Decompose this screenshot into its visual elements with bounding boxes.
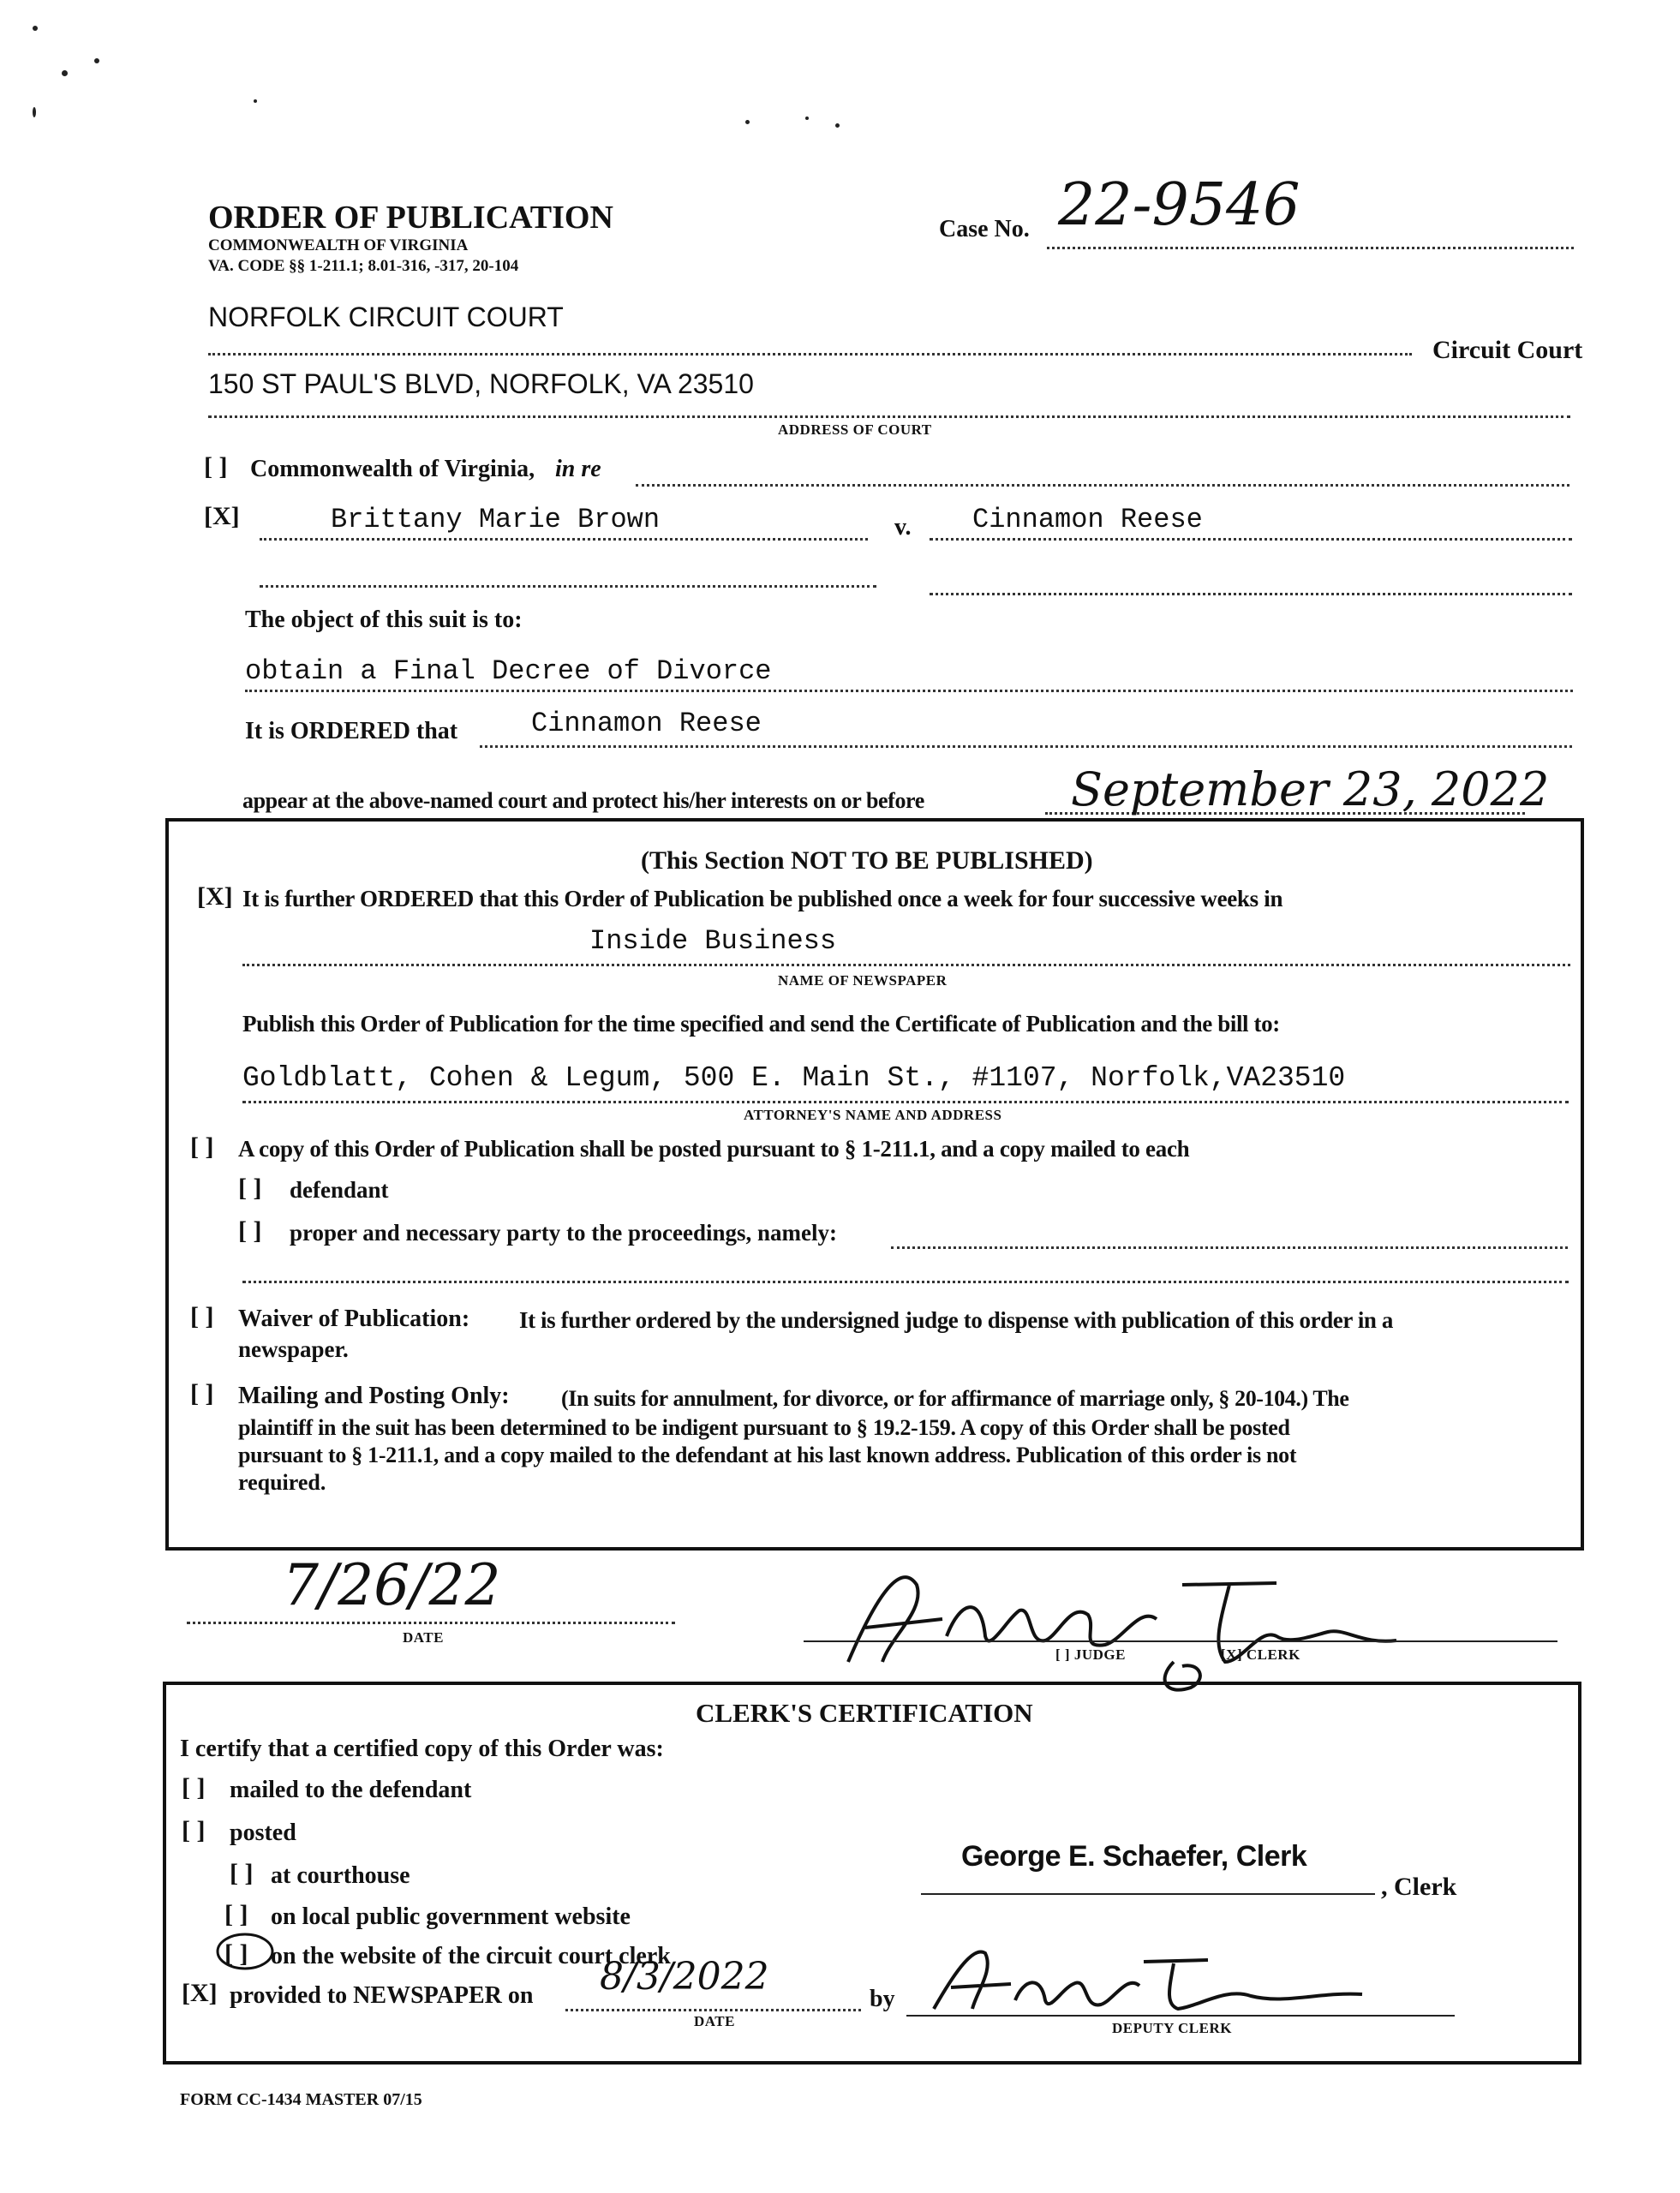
signed-date-caption: DATE (403, 1629, 444, 1646)
posted-label: posted (230, 1820, 296, 1846)
scan-speck (254, 99, 257, 103)
in-re-label: in re (555, 456, 601, 482)
newspaper-line (242, 964, 1570, 966)
object-label: The object of this suit is to: (245, 607, 523, 633)
ordered-line (480, 745, 1572, 748)
court-name-line (208, 353, 1412, 356)
further-checkbox: [X] (197, 882, 233, 911)
object-value: obtain a Final Decree of Divorce (245, 655, 772, 687)
copy-text: A copy of this Order of Publication shall be posted pursuant to § 1-211.1, and a copy mailed to each (238, 1136, 1190, 1162)
case-no-line (1047, 247, 1574, 249)
gov-website-checkbox: [ ] (224, 1900, 248, 1928)
scan-speck (835, 123, 840, 128)
form-id: FORM CC-1434 MASTER 07/15 (180, 2090, 422, 2109)
mailed-label: mailed to the defendant (230, 1777, 472, 1803)
newspaper-provided-label: provided to NEWSPAPER on (230, 1982, 534, 2009)
waiver-checkbox: [ ] (190, 1302, 214, 1330)
posted-checkbox: [ ] (182, 1816, 206, 1844)
object-line (245, 690, 1573, 692)
mailing-text-3: pursuant to § 1-211.1, and a copy mailed to the defendant at his last known address. Publication of this order is not (238, 1443, 1297, 1467)
ordered-label: It is ORDERED that (245, 718, 458, 744)
commonwealth-caption: COMMONWEALTH OF VIRGINIA (208, 236, 469, 254)
defendant-name: Cinnamon Reese (972, 504, 1203, 535)
deputy-clerk-caption: DEPUTY CLERK (1112, 2020, 1232, 2036)
gov-website-label: on local public government website (271, 1903, 631, 1930)
waiver-text-2: newspaper. (238, 1336, 349, 1362)
attorney-caption: ATTORNEY'S NAME AND ADDRESS (744, 1107, 1002, 1123)
plaintiff-name: Brittany Marie Brown (331, 504, 661, 535)
plaintiff-line (260, 538, 868, 541)
proper-extra-line (242, 1281, 1569, 1283)
scan-speck (33, 107, 36, 117)
scan-speck (33, 26, 38, 31)
versus-label: v. (894, 514, 912, 541)
defendant-extra-line (930, 593, 1572, 595)
deputy-clerk-signature (925, 1927, 1371, 2022)
commonwealth-checkbox: [ ] (204, 452, 228, 481)
proper-checkbox: [ ] (238, 1216, 262, 1245)
mailed-checkbox: [ ] (182, 1773, 206, 1802)
circuit-website-label: on the website of the circuit court clerk (271, 1943, 671, 1969)
parties-checkbox: [X] (204, 502, 240, 530)
clerk-cert-heading: CLERK'S CERTIFICATION (696, 1698, 1033, 1728)
circuit-website-checkbox: [ ] (224, 1939, 248, 1968)
newspaper-date-caption: DATE (694, 2013, 735, 2029)
attorney-address: Goldblatt, Cohen & Legum, 500 E. Main St., #1107, Norfolk,VA23510 (242, 1062, 1346, 1094)
ordered-value: Cinnamon Reese (531, 708, 762, 739)
mailing-title: Mailing and Posting Only: (238, 1383, 510, 1409)
newspaper-name: Inside Business (589, 925, 837, 957)
defendant-checkbox: [ ] (238, 1174, 262, 1202)
circuit-court-label: Circuit Court (1432, 336, 1583, 364)
va-code-caption: VA. CODE §§ 1-211.1; 8.01-316, -317, 20-104 (208, 257, 519, 275)
copy-checkbox: [ ] (190, 1132, 214, 1161)
mailing-checkbox: [ ] (190, 1379, 214, 1407)
by-label: by (870, 1986, 895, 2012)
further-text: It is further ORDERED that this Order of Publication be published once a week for four successive weeks in (242, 886, 1283, 911)
judge-label: [ ] JUDGE (1055, 1646, 1126, 1663)
appear-date: September 23, 2022 (1071, 762, 1550, 816)
courthouse-checkbox: [ ] (230, 1859, 254, 1887)
publish-text: Publish this Order of Publication for the time specified and send the Certificate of Publication and the bill to: (242, 1011, 1280, 1037)
court-address: 150 ST PAUL'S BLVD, NORFOLK, VA 23510 (208, 368, 754, 399)
court-name: NORFOLK CIRCUIT COURT (208, 302, 564, 332)
waiver-title: Waiver of Publication: (238, 1306, 470, 1332)
deputy-clerk-line (906, 2015, 1455, 2017)
courthouse-label: at courthouse (271, 1862, 410, 1889)
mailing-text-2: plaintiff in the suit has been determined to be indigent pursuant to § 19.2-159. A copy of this Order shall be posted (238, 1415, 1290, 1440)
section-heading: (This Section NOT TO BE PUBLISHED) (641, 846, 1093, 875)
newspaper-provided-date: 8/3/2022 (600, 1955, 769, 1999)
proper-text: proper and necessary party to the proceedings, namely: (290, 1220, 837, 1246)
mailing-text-4: required. (238, 1470, 326, 1495)
commonwealth-label: Commonwealth of Virginia, (250, 456, 535, 482)
scan-speck (62, 70, 68, 76)
clerk-name: George E. Schaefer, Clerk (961, 1840, 1307, 1873)
clerk-cert-intro: I certify that a certified copy of this Order was: (180, 1736, 664, 1762)
clerk-name-line (921, 1893, 1375, 1895)
waiver-text-1: It is further ordered by the undersigned judge to dispense with publication of this order in a (519, 1307, 1394, 1333)
case-no-label: Case No. (939, 216, 1030, 242)
court-address-line (208, 415, 1570, 418)
plaintiff-extra-line (260, 585, 876, 588)
clerk-label: [X] CLERK (1221, 1646, 1300, 1663)
signed-date: 7/26/22 (283, 1552, 501, 1618)
newspaper-checkbox: [X] (182, 1979, 218, 2007)
signed-date-line (187, 1622, 675, 1624)
defendant-line (930, 538, 1572, 541)
mailing-text-1: (In suits for annulment, for divorce, or for affirmance of marriage only, § 20-104.) The (561, 1386, 1349, 1411)
case-no-value: 22-9546 (1058, 171, 1300, 239)
proper-line (891, 1246, 1568, 1249)
in-re-line (636, 484, 1569, 487)
newspaper-date-line (565, 2009, 861, 2011)
scan-speck (805, 117, 809, 120)
scan-speck (745, 120, 750, 124)
attorney-line (242, 1101, 1569, 1103)
scan-speck (94, 58, 99, 63)
circuit-website-scribble (212, 1927, 281, 1975)
judge-clerk-signature (797, 1533, 1414, 1696)
court-address-caption: ADDRESS OF COURT (778, 421, 932, 438)
newspaper-caption: NAME OF NEWSPAPER (778, 972, 948, 989)
defendant-text: defendant (290, 1177, 389, 1203)
form-title: ORDER OF PUBLICATION (208, 200, 613, 236)
clerk-suffix: , Clerk (1381, 1873, 1457, 1901)
judge-clerk-line (804, 1640, 1557, 1642)
appear-text: appear at the above-named court and protect his/her interests on or before (242, 788, 924, 813)
